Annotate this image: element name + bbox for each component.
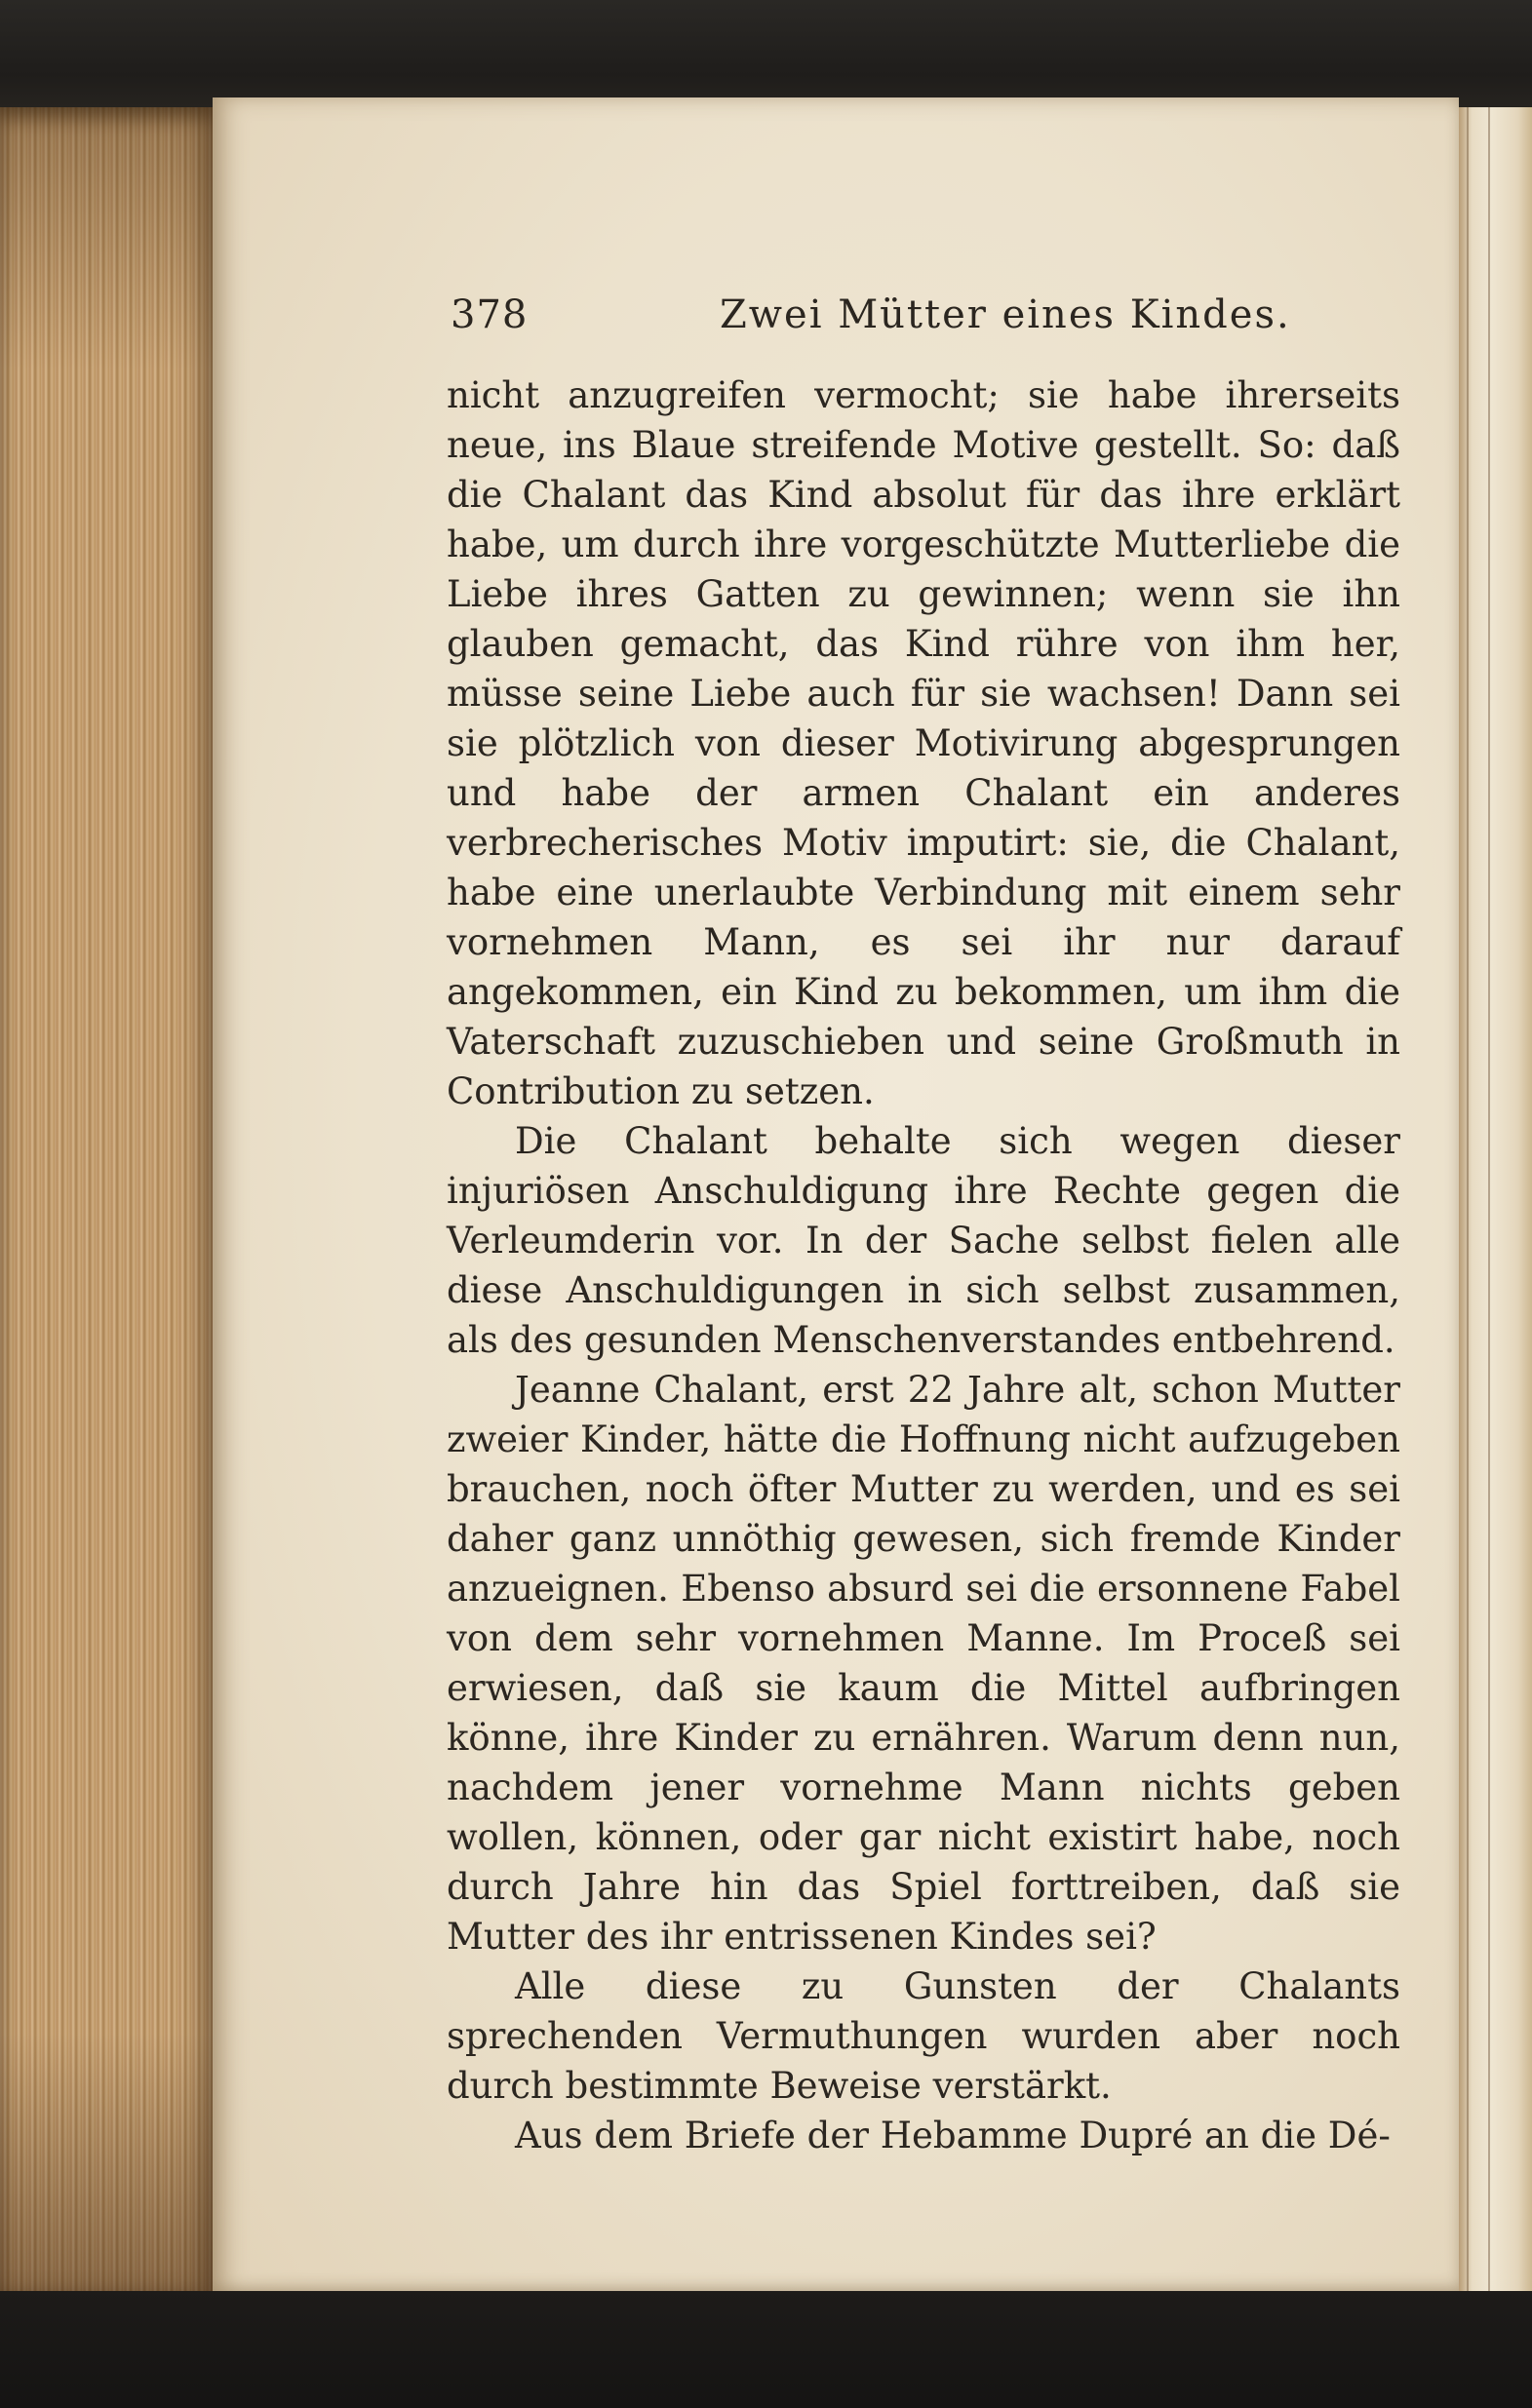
- page-text: [447, 285, 1400, 2160]
- page-stack-edge: [0, 107, 219, 2296]
- background-top: [0, 0, 1532, 107]
- paragraph: Jeanne Chalant, erst 22 Jahre alt, schon Mutter zweier Kinder, hätte die Hoffnung nicht aufzugeben brauchen, noch öfter Mutter zu werden, und es sei daher ganz unnöthig gewesen, sich fremde Kinder anzueignen. Ebenso absurd sei die ersonnene Fabel von dem sehr vornehmen Manne. Im Proceß sei erwiesen, daß sie kaum die Mittel aufbringen könne, ihre Kinder zu ernähren. Warum denn nun, nachdem jener vornehme Mann nichts geben wollen, können, oder gar nicht existirt habe, noch durch Jahre hin das Spiel forttreiben, daß sie Mutter des ihr entrissenen Kindes sei?: [447, 1369, 1400, 1958]
- paragraph: nicht anzugreifen vermocht; sie habe ihrerseits neue, ins Blaue streifende Motive gestellt. So: daß die Chalant das Kind absolut für das ihre erklärt habe, um durch ihre vorgeschützte Mutterliebe die Liebe ihres Gatten zu gewinnen; wenn sie ihn glauben gemacht, das Kind rühre von ihm her, müsse seine Liebe auch für sie wachsen! Dann sei sie plötzlich von dieser Motivirung abgesprungen und habe der armen Chalant ein anderes verbrecherisches Motiv imputirt: sie, die Chalant, habe eine unerlaubte Verbindung mit einem sehr vornehmen Mann, es sei ihr nur darauf angekommen, ein Kind zu bekommen, um ihm die Vaterschaft zuzuschieben und seine Großmuth in Contribution zu setzen.: [447, 374, 1400, 1112]
- page-edge-line: [1488, 107, 1490, 2296]
- facing-page-edge: [1459, 107, 1532, 2296]
- page-number: 378: [451, 292, 529, 337]
- paragraph: Alle diese zu Gunsten der Chalants sprechenden Vermuthungen wurden aber noch durch bestimmte Beweise verstärkt.: [447, 1965, 1400, 2107]
- paragraph: Aus dem Briefe der Hebamme Dupré an die Dé-: [515, 2115, 1391, 2156]
- background-bottom: [0, 2291, 1532, 2408]
- running-head: Zwei Mütter eines Kindes.: [720, 292, 1291, 337]
- page-edge-line: [1467, 107, 1469, 2296]
- paragraph: Die Chalant behalte sich wegen dieser injuriösen Anschuldigung ihre Rechte gegen die Verleumderin vor. In der Sache selbst fielen alle diese Anschuldigungen in sich selbst zusammen, als des gesunden Menschenverstandes entbehrend.: [447, 1120, 1400, 1361]
- body-text: [447, 370, 1400, 2160]
- page-header: [447, 285, 1400, 353]
